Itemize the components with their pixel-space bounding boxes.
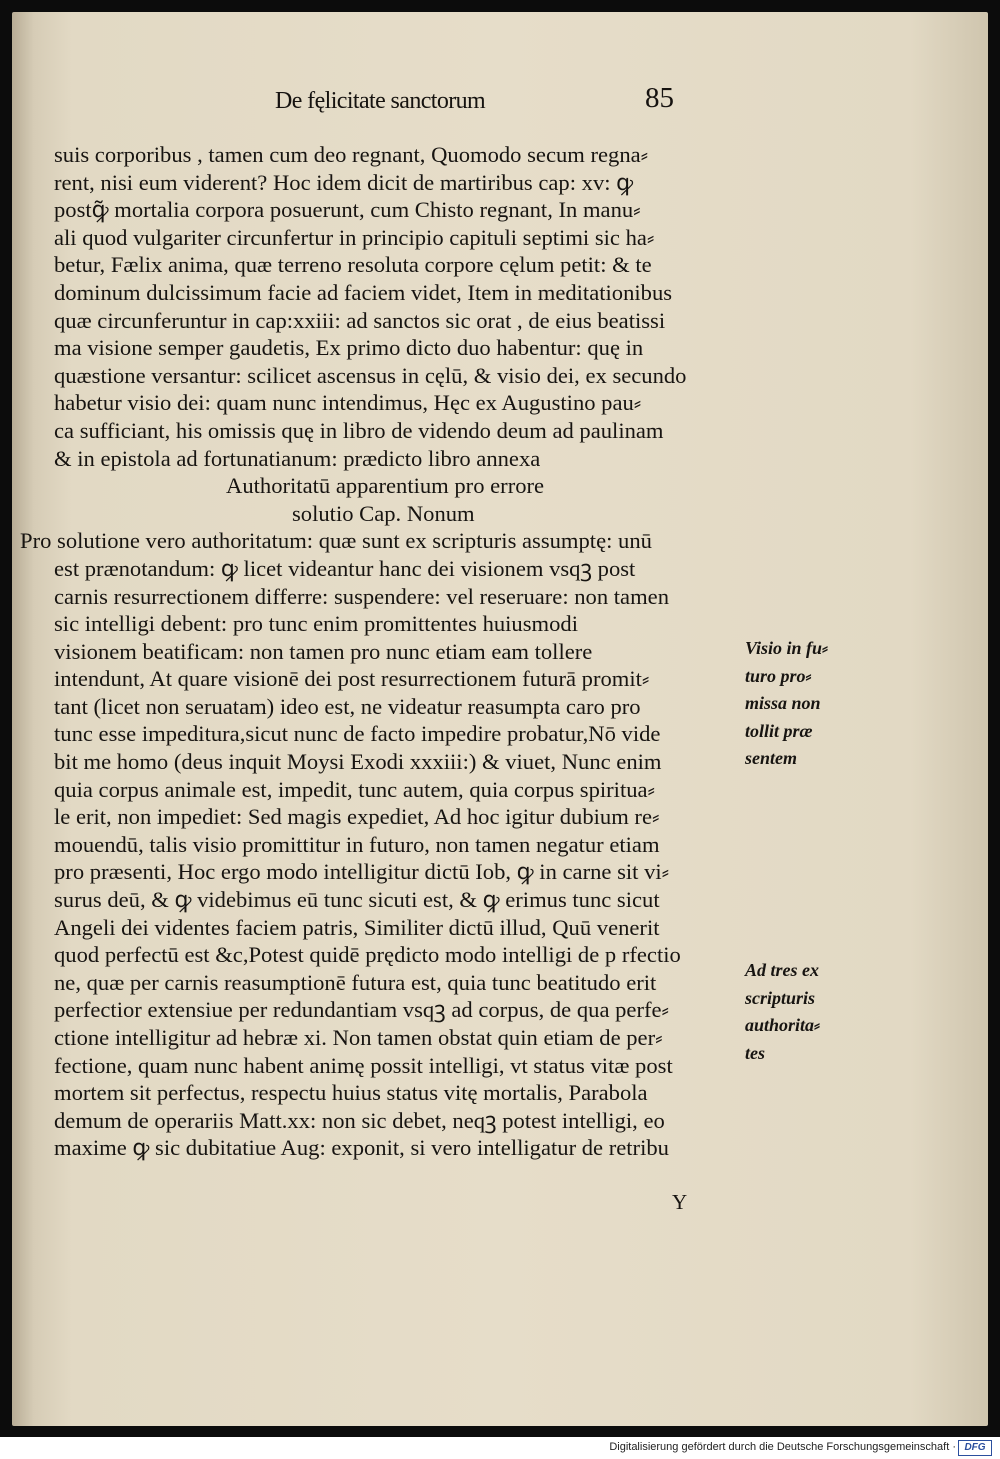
text-line: demum de operariis Matt.xx: non sic debet, neqꝫ potest intelligi, eo (54, 1107, 665, 1133)
chapter-first-line: Pro solutione vero authoritatum: quæ sunt ex scripturis assumptę: unū (20, 528, 652, 554)
text-line: quod perfectū est &c,Potest quidē prędicto modo intelligi de p rfectio (54, 942, 681, 968)
signature-mark: Y (672, 1190, 688, 1214)
text-line: ca sufficiant, his omissis quę in libro de videndo deum ad paulinam (54, 417, 664, 443)
folio-number: 85 (645, 82, 674, 114)
text-line: mortem sit perfectus, respectu huius status vitę mortalis, Parabola (54, 1080, 648, 1106)
text-line: suis corporibus , tamen cum deo regnant, Quomodo secum regna⸗ (54, 142, 649, 167)
text-line: dominum dulcissimum facie ad faciem videt, Item in meditationibus (54, 279, 673, 305)
text-line: quæ circunferuntur in cap:xxiii: ad sanctos sic orat , de eius beatissi (54, 307, 666, 333)
text-line: mouendū, talis visio promittitur in futuro, non tamen negatur etiam (54, 831, 660, 857)
text-line: ne, quæ per carnis reasumptionē futura est, quia tunc beatitudo erit (54, 969, 657, 995)
text-line: le erit, non impediet: Sed magis expediet, Ad hoc igitur dubium re⸗ (54, 804, 660, 830)
text-line: surus deū, & ꝙ videbimus eū tunc sicuti est, & ꝙ erimus tunc sicut (54, 887, 660, 913)
text-line: & in epistola ad fortunatianum: prædicto libro annexa (54, 445, 541, 471)
text-line: pro præsenti, Hoc ergo modo intelligitur dictū Iob, ꝙ in carne sit vi⸗ (54, 859, 670, 885)
text-line: tant (licet non seruatam) ideo est, ne videatur reasumpta caro pro (54, 693, 641, 719)
text-line: fectione, quam nunc habent animę possit intelligi, vt status vitæ post (54, 1052, 673, 1078)
text-line: postꝙ̃ mortalia corpora posuerunt, cum Chisto regnant, In manu⸗ (54, 197, 641, 223)
text-line: perfectior extensiue per redundantiam vsqꝫ ad corpus, de qua perfe⸗ (54, 997, 670, 1023)
text-line: sic intelligi debent: pro tunc enim promittentes huiusmodi (54, 611, 578, 637)
margin-note-line: authorita⸗ (745, 1015, 821, 1036)
book-page (12, 12, 988, 1426)
funding-credit: Digitalisierung gefördert durch die Deutsche Forschungsgemeinschaft · (609, 1441, 956, 1453)
text-line: visionem beatificam: non tamen pro nunc etiam eam tollere (54, 638, 593, 664)
margin-note-line: tollit præ (745, 720, 813, 741)
text-line: bit me homo (deus inquit Moysi Exodi xxxiii:) & viuet, Nunc enim (54, 749, 662, 775)
margin-note-line: missa non (745, 693, 821, 714)
text-line: maxime ꝙ sic dubitatiue Aug: exponit, si vero intelligatur de retribu (54, 1135, 669, 1161)
margin-note-line: scripturis (745, 987, 816, 1008)
margin-note-line: Ad tres ex (745, 960, 819, 980)
running-head: De fęlicitate sanctorum (275, 88, 486, 114)
text-line: ali quod vulgariter circunfertur in principio capituli septimi sic ha⸗ (54, 224, 655, 250)
chapter-heading-line-1: Authoritatū apparentium pro errore (226, 473, 545, 499)
main-text-block (20, 141, 774, 1162)
text-line: quia corpus animale est, impedit, tunc autem, quia corpus spiritua⸗ (54, 776, 656, 802)
chapter-heading-line-2: solutio Cap. Nonum (292, 500, 475, 526)
text-line: habetur visio dei: quam nunc intendimus, Hęc ex Augustino pau⸗ (54, 390, 642, 416)
margin-note-line: turo pro⸗ (745, 665, 812, 686)
text-line: est prænotandum: ꝙ licet videantur hanc dei visionem vsqꝫ post (54, 555, 636, 581)
dfg-logo-icon: DFG (958, 1440, 992, 1456)
footer-bar (0, 1437, 1000, 1459)
bleed-through-text (910, 267, 980, 289)
text-line: rent, nisi eum viderent? Hoc idem dicit de martiribus cap: xv: ꝙ (54, 169, 634, 195)
text-line: betur, Fælix anima, quæ terreno resoluta corpore cęlum petit: & te (54, 252, 652, 278)
text-line: quæstione versantur: scilicet ascensus in cęlū, & visio dei, ex secundo (54, 362, 687, 388)
text-line: Angeli dei videntes faciem patris, Similiter dictū illud, Quū venerit (54, 914, 660, 940)
text-line: ma visione semper gaudetis, Ex primo dicto duo habentur: quę in (54, 335, 644, 361)
text-line: carnis resurrectionem differre: suspendere: vel reseruare: non tamen (54, 583, 669, 609)
margin-note-line: Visio in fu⸗ (745, 638, 829, 658)
text-line: intendunt, At quare visionē dei post resurrectionem futurā promit⸗ (54, 666, 650, 692)
margin-note-line: tes (745, 1042, 765, 1063)
margin-note-ad-tres (745, 957, 865, 1067)
margin-note-line: sentem (745, 748, 797, 769)
margin-note-visio (745, 635, 865, 773)
text-line: ctione intelligitur ad hebræ xi. Non tamen obstat quin etiam de per⸗ (54, 1025, 663, 1050)
text-line: tunc esse impeditura,sicut nunc de facto impedire probatur,Nō vide (54, 721, 661, 747)
